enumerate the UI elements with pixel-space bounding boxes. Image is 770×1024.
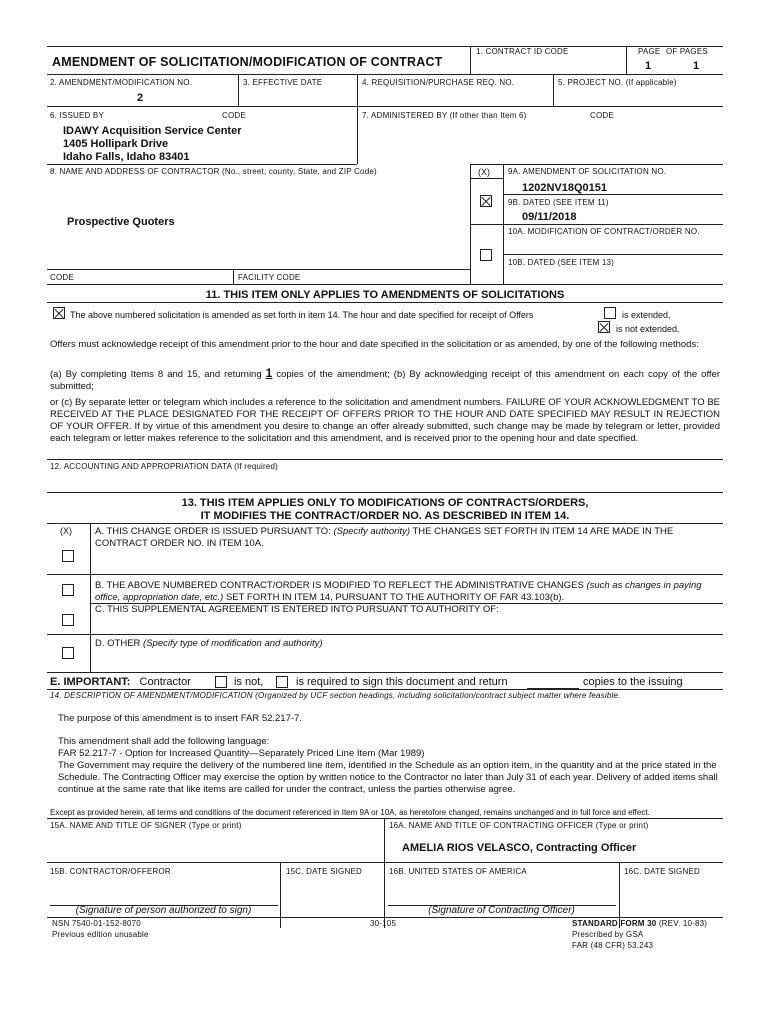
dated-9b-label: 9B. DATED (SEE ITEM 11) [508, 198, 609, 207]
amendment-no-label: 2. AMENDMENT/MODIFICATION NO. [50, 78, 193, 87]
contractor-code-label: CODE [50, 273, 74, 282]
item14-label: 14. DESCRIPTION OF AMENDMENT/MODIFICATION (Organized by UCF section headings, including solicitation/contract subject matter where feasible. [50, 691, 621, 700]
facility-code-label: FACILITY CODE [238, 273, 301, 282]
item13-b-text: B. THE ABOVE NUMBERED CONTRACT/ORDER IS MODIFIED TO REFLECT THE ADMINISTRATIVE CHANGES (such as changes in paying office, appropriation date, etc.) SET FORTH IN ITEM 14, PURSUANT TO THE AUTHORITY OF FAR 43.103(b). [95, 580, 702, 603]
signer-label: 15A. NAME AND TITLE OF SIGNER (Type or print) [50, 821, 242, 830]
checkbox-is-not[interactable] [215, 676, 227, 688]
date-signed-16c-label: 16C. DATE SIGNED [624, 867, 700, 876]
footer-standard-form: STANDARD FORM 30 (REV. 10-83) [572, 919, 708, 928]
item11-paragraph-1: Offers must acknowledge receipt of this amendment prior to the hour and date specified in the solicitation or as amended, by one of the following methods: [50, 339, 699, 350]
contractor-offeror-label: 15B. CONTRACTOR/OFFEROR [50, 867, 171, 876]
not-extended-label: is not extended. [616, 324, 680, 334]
item11-line1: The above numbered solicitation is amended as set forth in item 14. The hour and date specified for receipt of Offers [70, 310, 534, 320]
checkbox-9a-checked[interactable] [480, 195, 492, 207]
checkbox-13a[interactable] [62, 550, 74, 562]
officer-name: AMELIA RIOS VELASCO, Contracting Officer [402, 842, 637, 854]
footer-far: FAR (48 CFR) 53.243 [572, 941, 654, 950]
officer-label: 16A. NAME AND TITLE OF CONTRACTING OFFICER (Type or print) [389, 821, 649, 830]
issued-by-code-label: CODE [222, 111, 246, 120]
usa-label: 16B. UNITED STATES OF AMERICA [389, 867, 527, 876]
description-line1: This amendment shall add the following language: [58, 736, 270, 747]
item13-a-text: A. THIS CHANGE ORDER IS ISSUED PURSUANT TO: (Specify authority) THE CHANGES SET FORTH IN ITEM 14 ARE MADE IN THE CONTRACT ORDER NO. IN ITEM 10A. [95, 526, 674, 549]
checkbox-not-extended[interactable] [598, 321, 610, 333]
footer-nsn: NSN 7540-01-152-8070 [52, 919, 141, 928]
date-signed-15c-label: 15C. DATE SIGNED [286, 867, 362, 876]
amend-solicitation-label: 9A. AMENDMENT OF SOLICITATION NO. [508, 167, 667, 176]
issued-by-label: 6. ISSUED BY [50, 111, 104, 120]
of-pages-label: OF PAGES [666, 47, 708, 56]
description-line3: The Government may require the delivery of the numbered line item, identified in the Schedule as an option item, in the quantity and at the price stated in the Schedule. The Contracting Officer may exercise the option by written notice to the Contractor no later than July 31 of each year. Delivery of added items shall continue at the same rate that like items are called for under the contract, unless the parties otherwise agree. [58, 760, 718, 795]
footer-prescribed: Prescribed by GSA [572, 930, 644, 939]
contractor-signature-caption: (Signature of person authorized to sign) [75, 905, 252, 916]
item13-x-label: (X) [60, 526, 72, 536]
checkbox-item11-amended[interactable] [53, 307, 65, 319]
form-title: AMENDMENT OF SOLICITATION/MODIFICATION OF CONTRACT [52, 55, 443, 69]
project-no-label: 5. PROJECT NO. (If applicable) [558, 78, 677, 87]
issuer-street: 1405 Hollipark Drive [63, 138, 169, 150]
page-number: 1 [645, 60, 652, 72]
amendment-no-value: 2 [137, 92, 144, 104]
page-label: PAGE [638, 47, 661, 56]
important-row: E. IMPORTANT: Contractor [50, 676, 191, 688]
checkbox-13b[interactable] [62, 584, 74, 596]
description-purpose: The purpose of this amendment is to insert FAR 52.217-7. [58, 713, 302, 724]
contract-id-label: 1. CONTRACT ID CODE [476, 47, 569, 56]
footer-form-code: 30-105 [370, 919, 397, 928]
amend-solicitation-no: 1202NV18Q0151 [522, 182, 608, 194]
item13-c-text: C. THIS SUPPLEMENTAL AGREEMENT IS ENTERED INTO PURSUANT TO AUTHORITY OF: [95, 604, 499, 615]
checkbox-10a[interactable] [480, 249, 492, 261]
accounting-label: 12. ACCOUNTING AND APPROPRIATION DATA (If required) [50, 462, 279, 471]
officer-signature-caption: (Signature of Contracting Officer) [428, 905, 575, 916]
item13-heading-2: IT MODIFIES THE CONTRACT/ORDER NO. AS DESCRIBED IN ITEM 14. [200, 510, 570, 522]
checkbox-extended[interactable] [604, 307, 616, 319]
dated-10b-label: 10B. DATED (SEE ITEM 13) [508, 258, 615, 267]
contractor-name: Prospective Quoters [67, 216, 175, 228]
except-text: Except as provided herein, all terms and conditions of the document referenced in Item 9A or 10A, as heretofore changed, remains unchanged and in full force and effect. [50, 808, 650, 817]
requisition-label: 4. REQUISITION/PURCHASE REQ. NO. [362, 78, 515, 87]
copies-count: 1 [265, 366, 273, 380]
is-required-label: is required to sign this document and return [296, 676, 508, 688]
x-column-label: (X) [478, 167, 490, 177]
contractor-label: 8. NAME AND ADDRESS OF CONTRACTOR (No., street, county, State, and ZIP Code) [50, 167, 377, 176]
important-label: E. IMPORTANT: [50, 676, 131, 688]
copies-to-label: copies to the issuing [583, 676, 683, 688]
extended-label: is extended, [622, 310, 671, 320]
checkbox-is-required[interactable] [276, 676, 288, 688]
issuer-city: Idaho Falls, Idaho 83401 [63, 151, 190, 163]
mod-contract-label: 10A. MODIFICATION OF CONTRACT/ORDER NO. [508, 227, 700, 236]
issuer-name: IDAWY Acquisition Service Center [63, 125, 242, 137]
administered-by-code-label: CODE [590, 111, 614, 120]
item11-heading: 11. THIS ITEM ONLY APPLIES TO AMENDMENTS OF SOLICITATIONS [205, 289, 565, 301]
administered-by-label: 7. ADMINISTERED BY (If other than Item 6) [362, 111, 527, 120]
item11-paragraph-2: (a) By completing Items 8 and 15, and returning 1 copies of the amendment; (b) By acknowledging receipt of this amendment on each copy of the offer submitted; [50, 366, 721, 392]
item13-heading-1: 13. THIS ITEM APPLIES ONLY TO MODIFICATIONS OF CONTRACTS/ORDERS, [181, 497, 589, 509]
footer-previous: Previous edition unusable [52, 930, 149, 939]
item11-paragraph-3: or (c) By separate letter or telegram which includes a reference to the solicitation and amendment numbers. FAILURE OF YOUR ACKNOWLEDGMENT TO BE RECEIVED AT THE PLACE DESIGNATED FOR THE RECEIPT OF OFFERS PRIOR TO THE HOUR AND DATE SPECIFIED MAY RESULT IN REJECTION OF YOUR OFFER. If by virtue of this amendment you desire to change an offer already submitted, such change may be made by telegram or letter, provided each telegram or letter makes reference to the solicitation and this amendment, and is received prior to the opening hour and date specified. [50, 397, 720, 444]
checkbox-13d[interactable] [62, 647, 74, 659]
description-line2: FAR 52.217-7 - Option for Increased Quantity—Separately Priced Line Item (Mar 1989) [58, 748, 425, 759]
checkbox-13c[interactable] [62, 614, 74, 626]
total-pages: 1 [693, 60, 700, 72]
is-not-label: is not, [234, 676, 264, 688]
dated-9b-value: 09/11/2018 [522, 211, 577, 223]
item13-d-text: D. OTHER (Specify type of modification and authority) [95, 638, 323, 649]
effective-date-label: 3. EFFECTIVE DATE [243, 78, 323, 87]
